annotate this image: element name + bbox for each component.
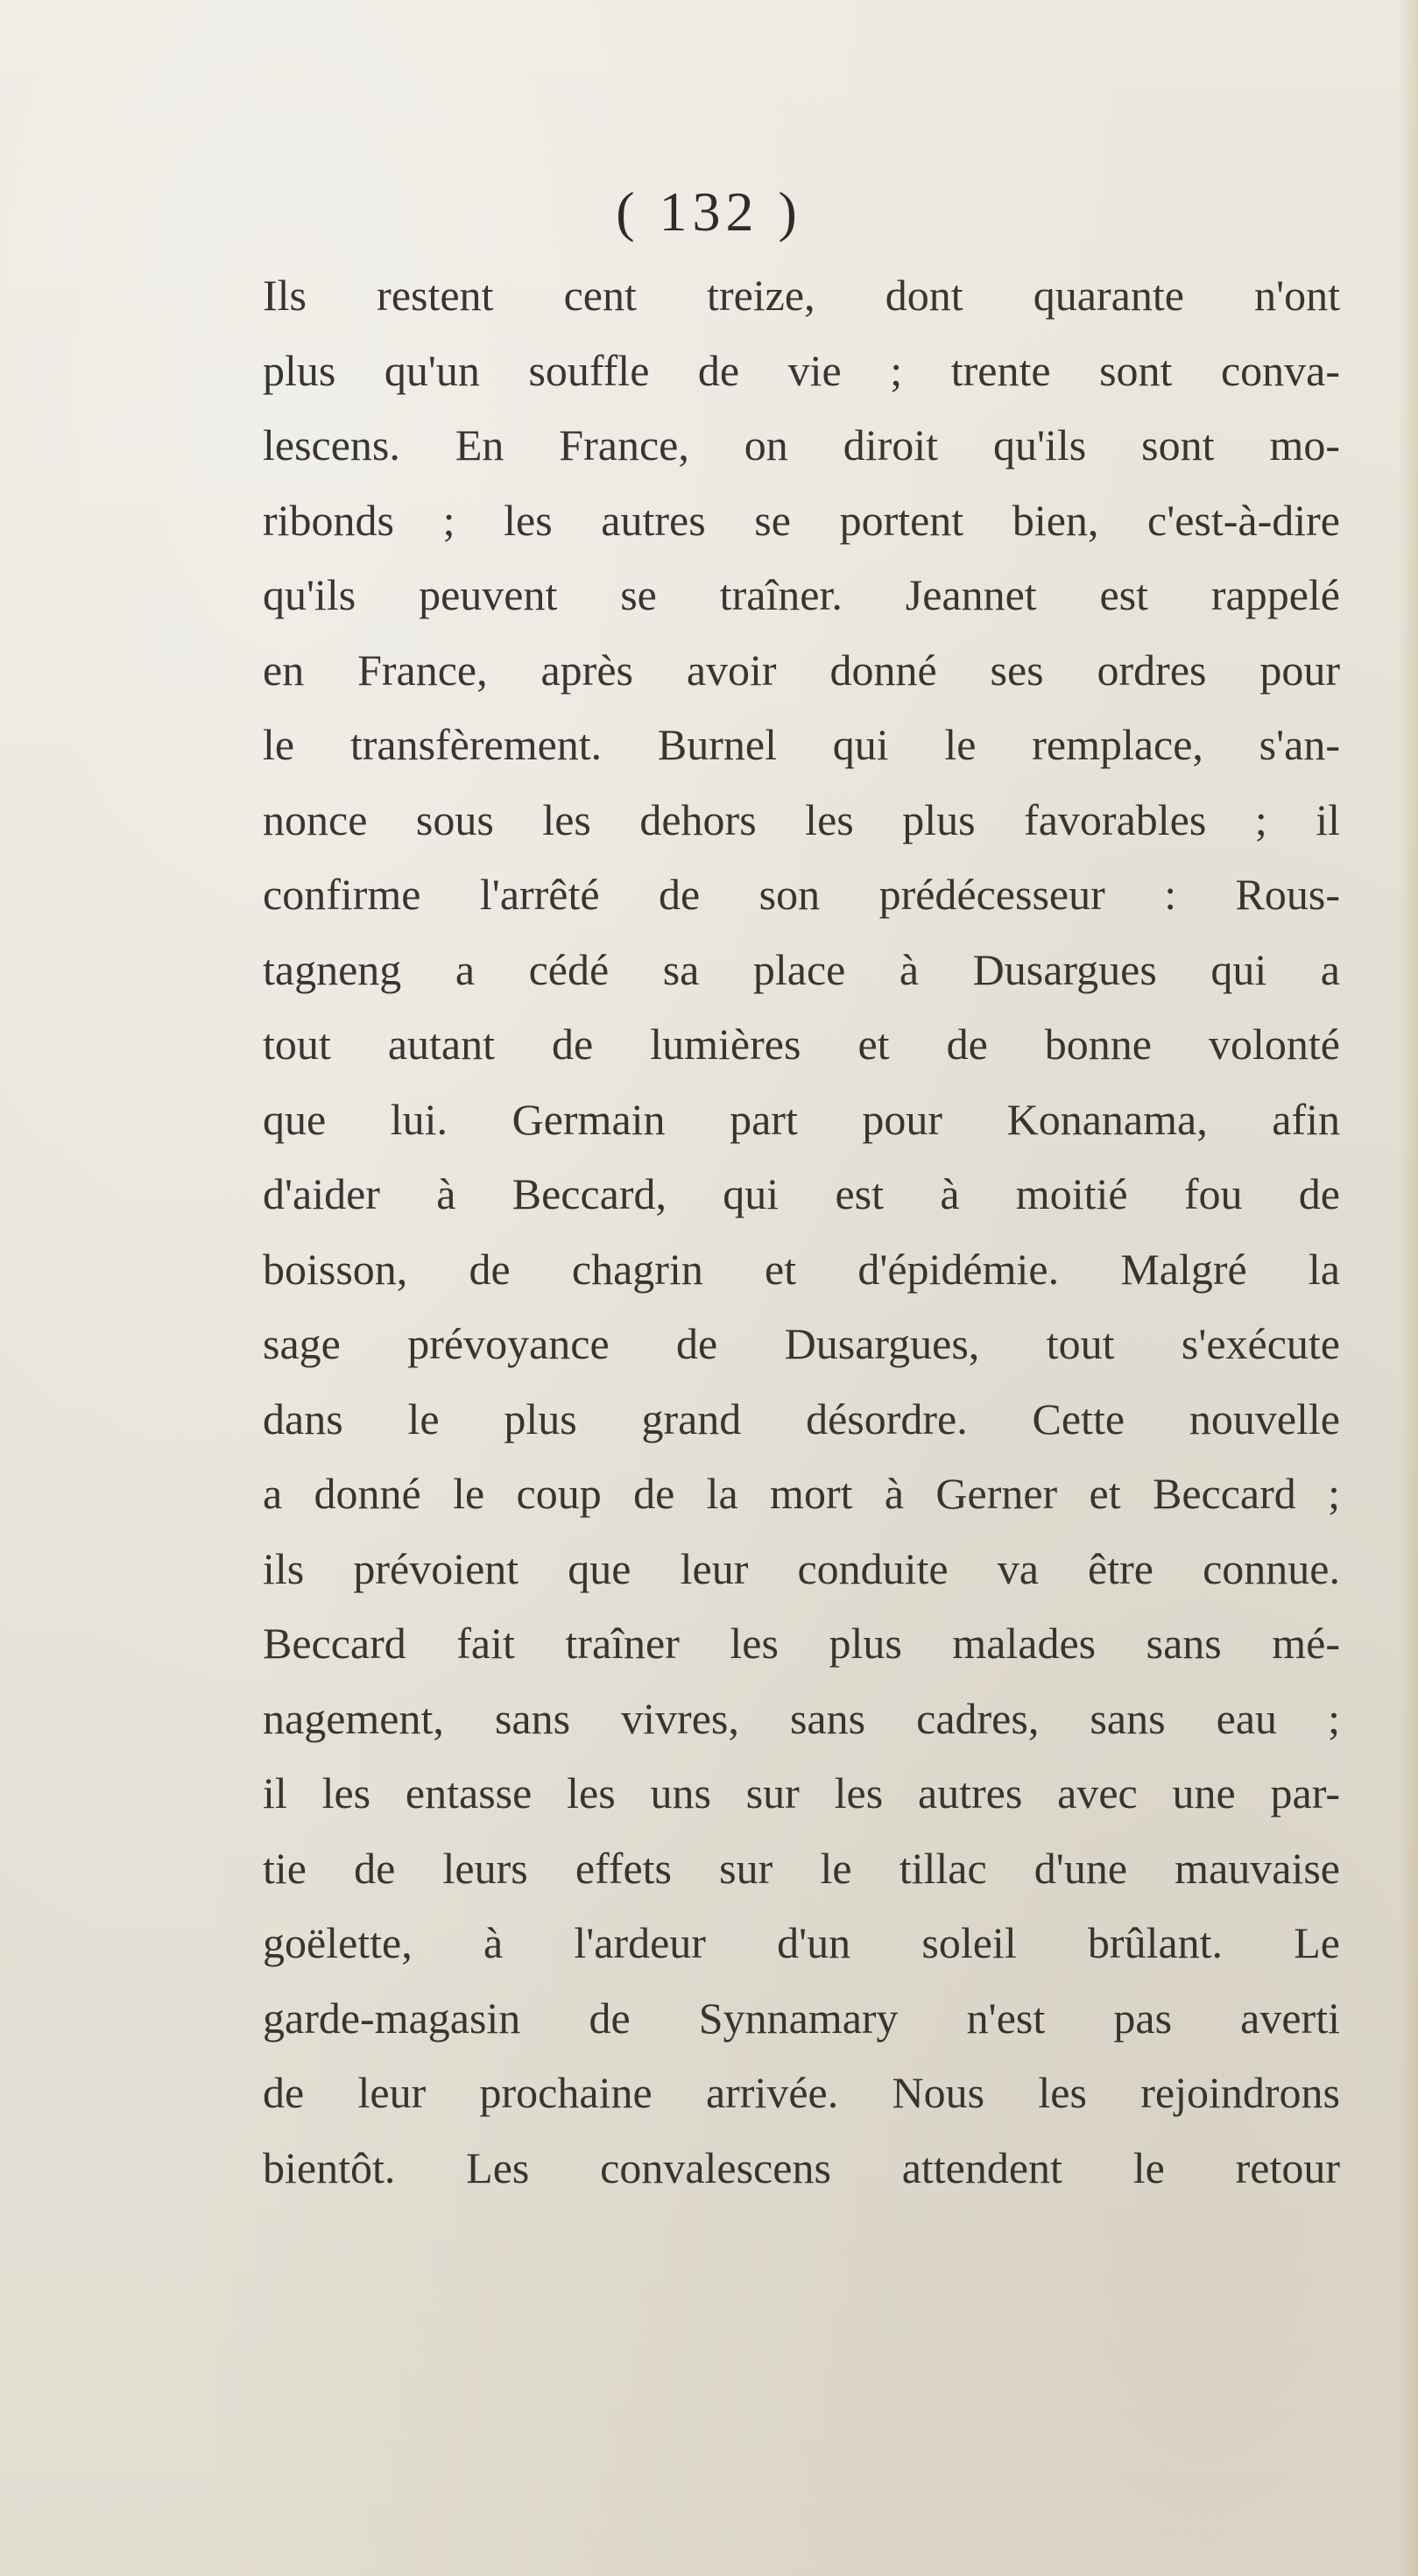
text-line: ils prévoient que leur conduite va être connue. xyxy=(263,1543,1340,1593)
text-line: que lui. Germain part pour Konanama, afin xyxy=(263,1094,1340,1144)
text-line: a donné le coup de la mort à Gerner et Beccard ; xyxy=(263,1469,1340,1518)
text-line: boisson, de chagrin et d'épidémie. Malgré la xyxy=(263,1244,1340,1294)
text-line: goëlette, à l'ardeur d'un soleil brûlant. Le xyxy=(263,1918,1340,1967)
page-number: ( 132 ) xyxy=(616,180,802,243)
text-line: confirme l'arrêté de son prédécesseur : Rous- xyxy=(263,870,1340,919)
text-line: lescens. En France, on diroit qu'ils sont mo- xyxy=(263,420,1340,469)
page-edge-shadow xyxy=(1399,0,1418,2576)
text-line: Ils restent cent treize, dont quarante n'ont xyxy=(263,271,1340,320)
text-line: il les entasse les uns sur les autres avec une par- xyxy=(263,1768,1340,1817)
text-line: Beccard fait traîner les plus malades sans mé- xyxy=(263,1619,1340,1668)
text-line: de leur prochaine arrivée. Nous les rejoindrons xyxy=(263,2068,1340,2117)
text-line: garde-magasin de Synnamary n'est pas averti xyxy=(263,1993,1340,2043)
text-line: ribonds ; les autres se portent bien, c'est-à-dire xyxy=(263,495,1340,545)
text-line: nonce sous les dehors les plus favorables ; il xyxy=(263,794,1340,844)
text-line: en France, après avoir donné ses ordres pour xyxy=(263,645,1340,695)
text-line: d'aider à Beccard, qui est à moitié fou de xyxy=(263,1169,1340,1218)
body-text xyxy=(263,258,1340,2205)
text-line: tout autant de lumières et de bonne volonté xyxy=(263,1020,1340,1069)
text-line: sage prévoyance de Dusargues, tout s'exécute xyxy=(263,1319,1340,1368)
text-line: bientôt. Les convalescens attendent le retour xyxy=(263,2142,1340,2192)
text-line: tie de leurs effets sur le tillac d'une mauvaise xyxy=(263,1843,1340,1893)
text-line: plus qu'un souffle de vie ; trente sont conva- xyxy=(263,345,1340,395)
text-line: le transfèrement. Burnel qui le remplace, s'an- xyxy=(263,720,1340,769)
text-line: tagneng a cédé sa place à Dusargues qui a xyxy=(263,944,1340,994)
text-line: dans le plus grand désordre. Cette nouvelle xyxy=(263,1394,1340,1443)
text-line: qu'ils peuvent se traîner. Jeannet est rappelé xyxy=(263,570,1340,619)
text-line: nagement, sans vivres, sans cadres, sans eau ; xyxy=(263,1693,1340,1743)
